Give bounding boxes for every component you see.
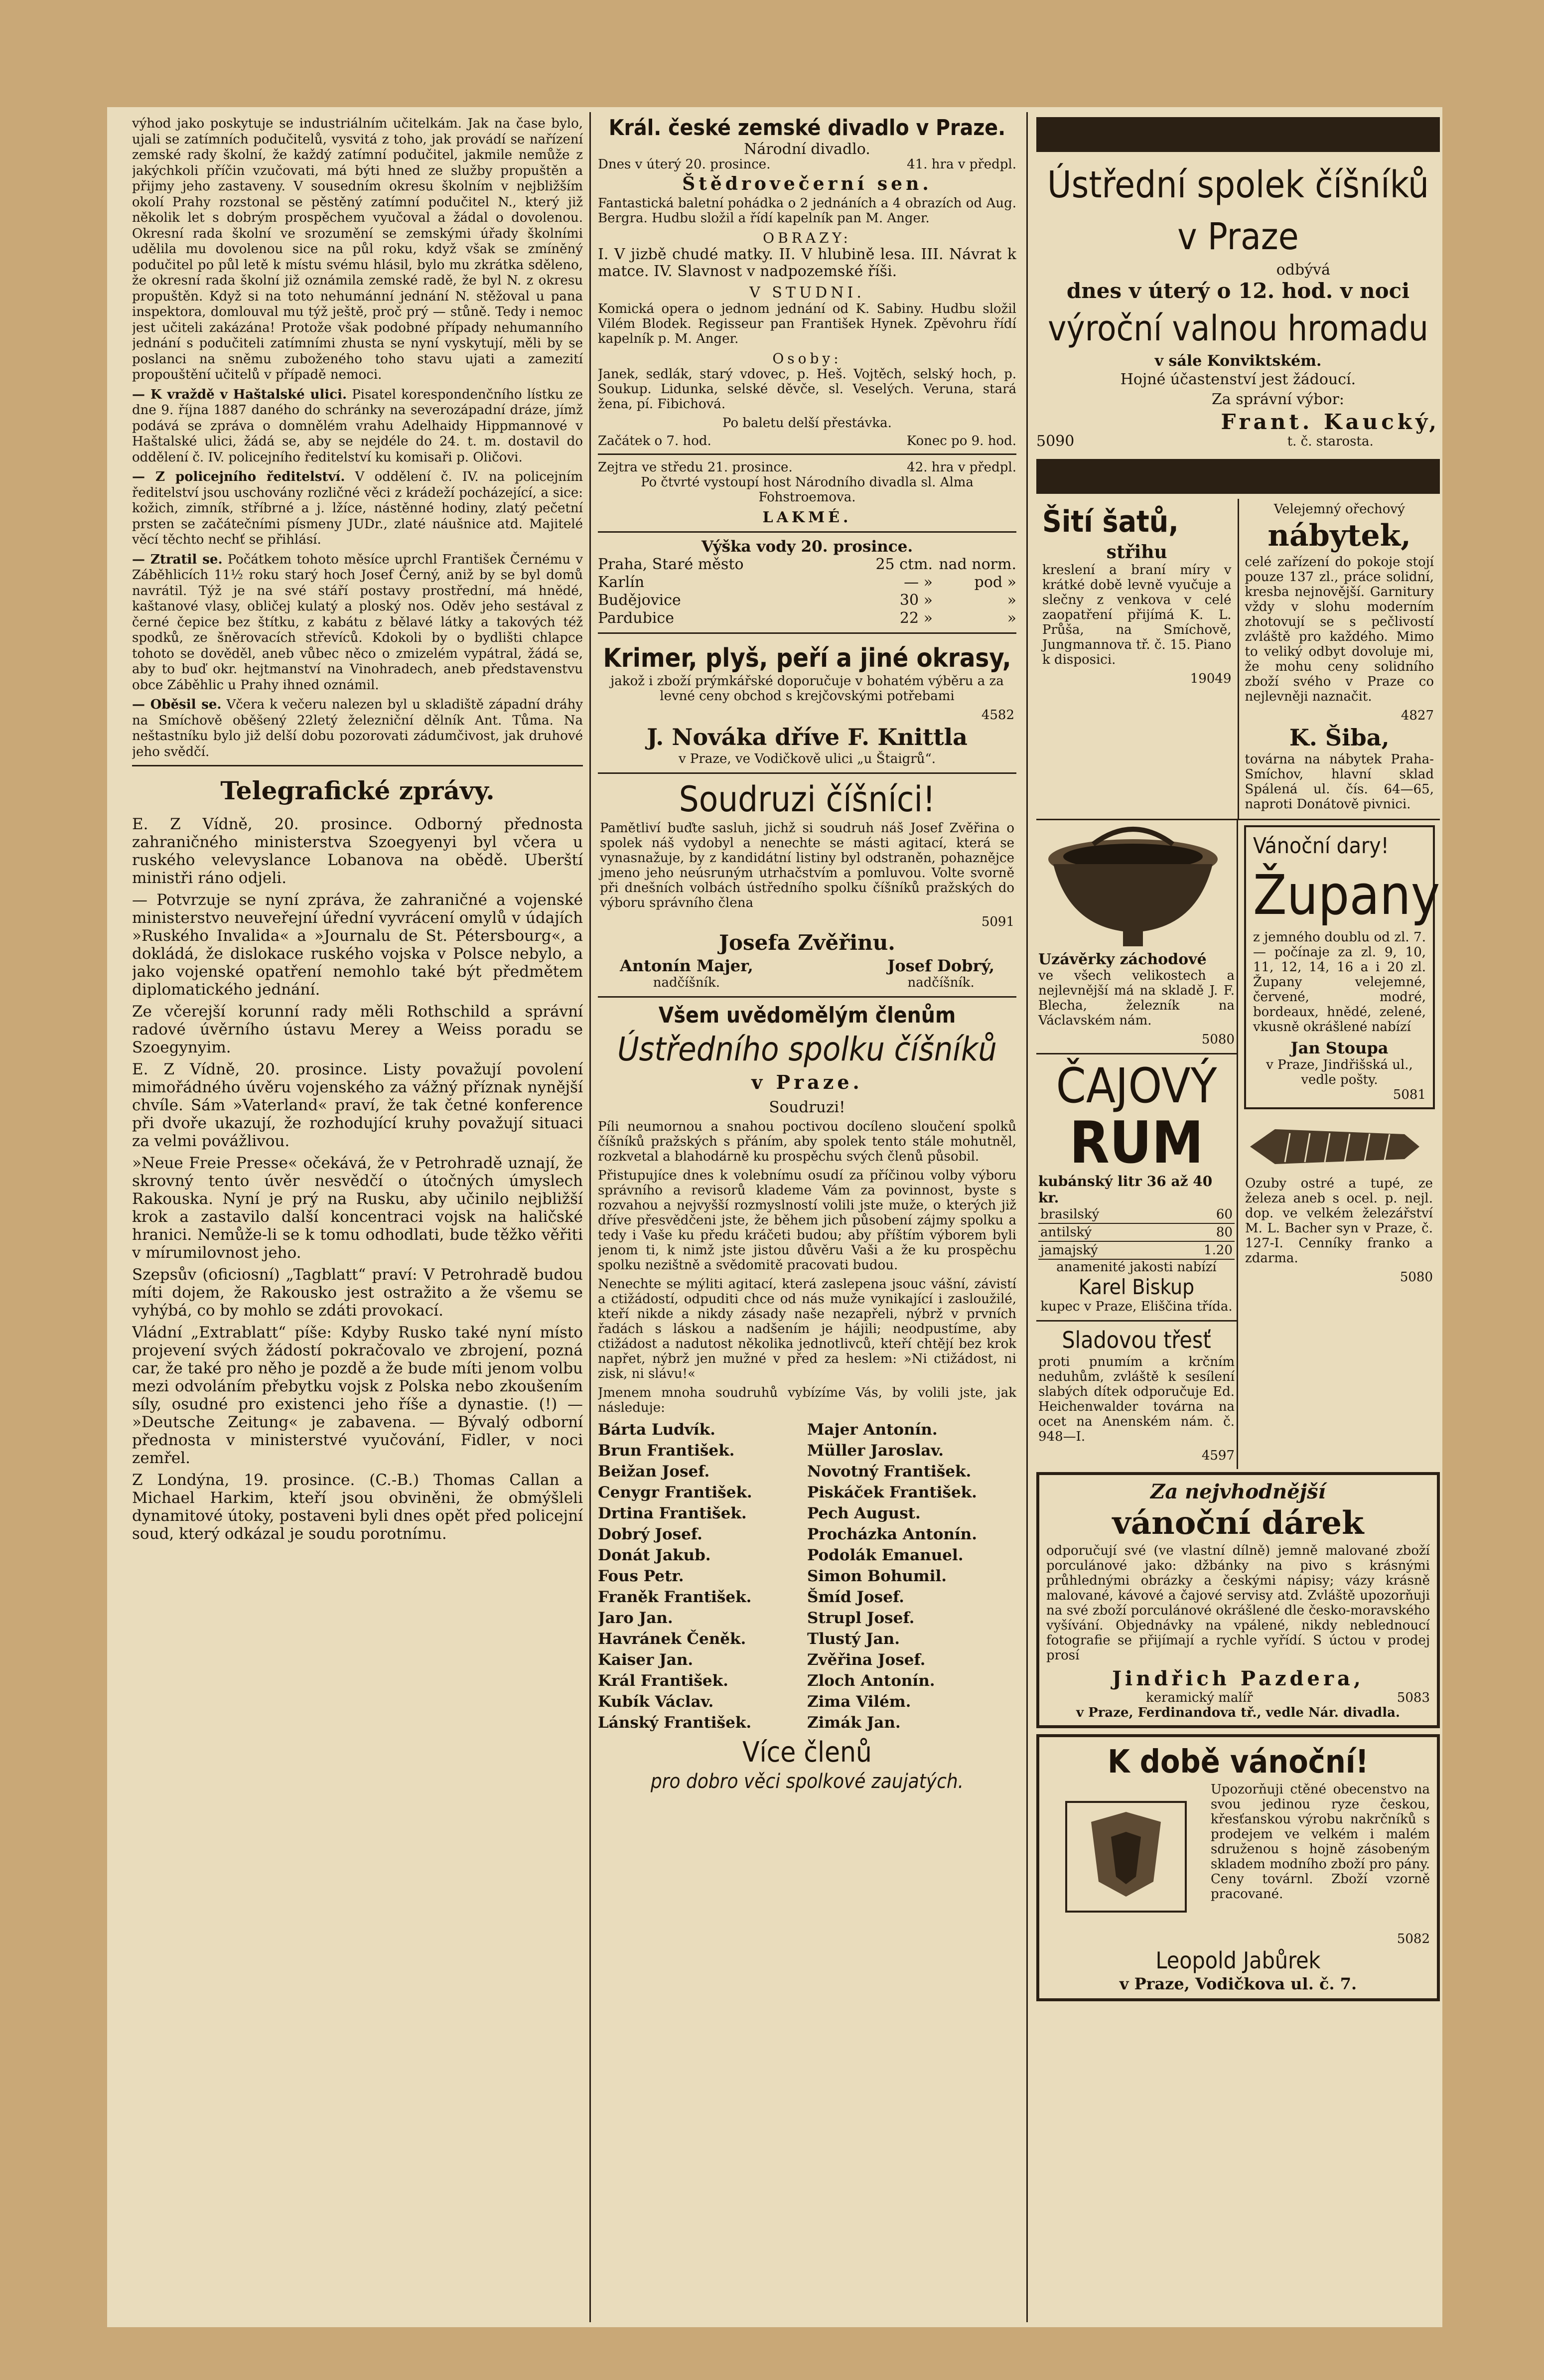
signature-2-name: Josef Dobrý, <box>887 956 994 975</box>
ad-doba <box>1036 1734 1440 2001</box>
ad-soudruzi-name: Josefa Zvěřinu. <box>719 930 895 955</box>
hall-signer <box>1221 410 1440 449</box>
candidate-name: Bárta Ludvík. <box>598 1421 715 1439</box>
candidate-name: Zloch Antonín. <box>807 1672 935 1690</box>
signature-1-name: Antonín Majer, <box>620 956 753 975</box>
water-value: 22 » <box>899 609 933 627</box>
candidate-name: Havránek Čeněk. <box>598 1630 746 1648</box>
theatre-date: Dnes v úterý 20. prosince. <box>598 157 771 172</box>
candidate-name: Simon Bohumil. <box>807 1567 947 1585</box>
divider <box>598 531 1016 533</box>
candidate-name: Fous Petr. <box>598 1567 684 1585</box>
ad-nabytek-body: celé zařízení do pokoje stojí pouze 137 zl., práce solidní, kresba nejnovější. Garnitury vždy v slohu moderním zhotovují se s pečlivostí zvláště pro každého. Mimo to veliký odbyt dovoluje mi, že mohu ceny solidního zboží svého v Praze co nejlevněji naznačit. <box>1245 555 1434 704</box>
toilet-bowl-illustration <box>1038 824 1228 949</box>
ad-doba-content <box>1046 1782 1430 1932</box>
signature-1 <box>620 956 753 990</box>
hall-signature <box>1036 410 1440 449</box>
ads-row-1 <box>1036 499 1440 820</box>
ad-soudruzi-num: 5091 <box>981 914 1014 929</box>
ad-rum-price: kubánský litr 36 až 40 kr. <box>1038 1173 1213 1206</box>
water-note: » <box>1007 592 1016 609</box>
article-policie-head: — Z policejního ředitelství. <box>132 469 345 484</box>
hall-invite: Hojné účastenství jest žádoucí. <box>1120 371 1356 388</box>
water-place: Praha, Staré město <box>598 556 744 573</box>
ad-members-banner: Všem uvědomělým členům <box>658 1003 956 1028</box>
rum-price-table <box>1038 1206 1235 1260</box>
article-policie <box>132 469 583 548</box>
ad-darek-role: keramický malíř <box>1146 1690 1253 1705</box>
candidate-name: Beižan Josef. <box>598 1463 710 1481</box>
ad-darek-headline: vánoční dárek <box>1112 1504 1364 1542</box>
candidate-name: Šmíd Josef. <box>807 1588 904 1606</box>
ad-uzaverky <box>1036 820 1237 1054</box>
ad-members-p2: Přistupujíce dnes k volebnímu osudí za příčinou volby výboru správního a revisorů klademe Vám za povinnost, byste s rozvahou a nejvyšší rozmyslností volili jste muže, o kterých již dříve přesvědčeni jste, že během jich působení zájmy spolku a tedy i Vaše ku předu kráčeti budou; aby příštím výborem byli jenom ti, k nimž jste jistou důvěru Vaši a že ku prospěchu spolku nezištně a svědomitě pracovati budou. <box>598 1168 1016 1273</box>
ad-ozuby-body: Ozuby ostré a tupé, ze železa aneb s ocel. p. nejl. dop. ve velkém železářství M. L. Bacher syn v Praze, č. 127-I. Cenníky franko a zdarma. <box>1245 1176 1433 1266</box>
theatre-play-desc: Fantastická baletní pohádka o 2 jednáních a 4 obrazích od Aug. Bergra. Hudbu složil a řídí kapelník pan M. Anger. <box>598 196 1016 226</box>
ad-doba-name: Leopold Jabůrek <box>1155 1947 1321 1974</box>
ad-krimer-address: v Praze, ve Vodičkově ulici „u Štaigrů“. <box>678 751 936 766</box>
column-news <box>132 107 583 2327</box>
hall-title: Ústřední spolek číšníků v Praze <box>1047 163 1429 258</box>
article-intro: výhod jako poskytuje se industriálním učitelkám. Jak na čase bylo, ujali se zatímních podučitelů, vysvitá z toho, jak provádí se nařízení zemské rady školní, že každý zatímní podučitel, jakmile nemůže z jakýchkoli příčin vzučovati, má býti hned ze služby propuštěn a přijmy jeho zastaveny. V sousedním okresu školním v nejbližším okolí Prahy rozstonal se pěstěný zatímní podučitel N., který již několik let s dobrým prospěchem vyučoval a žádal o dovolenou. Okresní rada školní ve srozumění se zemskými úřady školními udělila mu dovolenou sice na půl roku, když však se zmíněný podučitel po půl letě k místu svému hlásil, bylo mu zkrátka sděleno, že okresní rada školní již oznámila zemské radě, že byl N. z okresu propuštěn. Když si na toto nehumánní jednání N. stěžoval u pana inspektora, domlouval mu týž ještě, proč prý — stůně. Tedy i nemoc jest učiteli zakázána! Protože však podobné případy nehumanního jednání s podučiteli zatímními zhusta se nyní vyskytují, měli by se poslanci na sněmu zuboženého toho stavu ujati a zamezití propouštění učitelů v případě nemoci. <box>132 116 583 382</box>
candidate-name: Lánský František. <box>598 1714 752 1732</box>
theatre-times <box>598 434 1016 448</box>
ad-sladova-num: 4597 <box>1201 1448 1235 1463</box>
divider <box>132 765 583 766</box>
ad-doba-body: Upozorňuji ctěné obecenstvo na svou jedinou ryze českou, křesťanskou výrobu nakrčníků s prodejem ve velkém i malém sdruženou s hojně zásobeným skladem modního zboží pro pány. Ceny továrnl. Zboží vzorně pracované. <box>1211 1782 1430 1902</box>
ads-right-stack <box>1238 820 1440 1469</box>
candidate-name: Procházka Antonín. <box>807 1525 978 1543</box>
ad-nabytek-headline: nábytek, <box>1267 518 1411 553</box>
water-note: pod » <box>974 574 1016 591</box>
candidate-name: Novotný František. <box>807 1463 972 1481</box>
water-place: Karlín <box>598 574 645 591</box>
hall-place: v sále Konviktském. <box>1154 352 1322 370</box>
ad-darek-num: 5083 <box>1397 1690 1430 1705</box>
ad-nabytek-addr: továrna na nábytek Praha-Smíchov, hlavní sklad Spálená ul. čís. 64—65, naproti Donátově pivnici. <box>1245 752 1434 812</box>
ad-darek-name: Jindřich Pazdera, <box>1112 1667 1364 1690</box>
black-banner <box>1036 459 1440 494</box>
ad-zupany-addr: v Praze, Jindřišská ul., vedle pošty. <box>1266 1057 1413 1087</box>
article-obesil-body: Včera k večeru nalezen byl u skladiště západní dráhy na Smíchově oběšený 22letý železniční dělník Ant. Tůma. Na neštastníku bylo již delší dobu pozorovati zádumčivost, jak druhové jeho svědčí. <box>132 697 583 759</box>
ad-ozuby-num: 5080 <box>1400 1270 1433 1285</box>
ad-uzaverky-num: 5080 <box>1201 1032 1235 1047</box>
ad-soudruzi-body: Pamětliví buďte sasluh, jichž si soudruh náš Josef Zvěřina o spolek náš vydobyl a nenechte se másti agitací, která se vynasnažuje, by z kandidátní listiny byl odstraněn, pohaznějce jmeno jeho neúsruným utrhačstvím a pomluvou. Volte svorně při dnešních volbách ústředního spolku číšníků pražských do výboru správního člena <box>600 821 1014 910</box>
theatre-osoby-list: Janek, sedlák, starý vdovec, p. Heš. Vojtěch, selský hoch, p. Soukup. Lidunka, selské děvče, sl. Veselých. Veruna, stará žena, pí. Fibichová. <box>598 367 1016 412</box>
hall-odbyva: odbývá <box>1276 261 1330 279</box>
theatre-guest: Po čtvrté vystoupí host Národního divadla sl. Alma Fohstroemova. <box>641 475 974 505</box>
ad-members-p1: Píli neumornou a snahou poctivou docíleno sloučení spolků číšníků pražských s přáním, aby spolek tento stále mohutněl, rozkvetal a blahodárně ku prospěchu svých členů působil. <box>598 1119 1016 1164</box>
candidate-name: Donát Jakub. <box>598 1546 711 1564</box>
ad-krimer <box>598 639 1016 774</box>
article-obesil <box>132 697 583 760</box>
theatre-subtitle: Národní divadlo. <box>744 141 870 158</box>
ad-nabytek-top: Velejemný ořechový <box>1273 502 1405 517</box>
ad-soudruzi-headline: Soudruzi číšníci! <box>679 779 936 820</box>
theatre-intermission: Po baletu delší přestávka. <box>722 416 892 431</box>
rum-row <box>1038 1241 1235 1259</box>
theatre-tomorrow: Zejtra ve středu 21. prosince. <box>598 460 793 475</box>
ad-sladova-body: proti pnumím a krčním neduhům, zvláště k sesílení slabých dítek odporučuje Ed. Heichenwalder továrna na ocet na Anenském nám. č. 948—I. <box>1038 1354 1235 1444</box>
ad-siti-headline: Šití šatů, <box>1042 504 1179 539</box>
candidate-name: Drtina František. <box>598 1504 747 1522</box>
ad-doba-addr: v Praze, Vodičkova ul. č. 7. <box>1119 1974 1357 1993</box>
theatre-osoby-head: Osoby: <box>772 350 842 367</box>
ad-doba-headline: K době vánoční! <box>1108 1744 1369 1781</box>
ad-rum-cajovy: ČAJOVÝ <box>1056 1058 1217 1114</box>
ad-rum-name: Karel Biskup <box>1078 1275 1195 1299</box>
theatre-lakme: LAKMÉ. <box>762 509 852 526</box>
ad-zupany-top: Vánoční dary! <box>1253 833 1389 859</box>
theatre-title: Král. české zemské divadlo v Praze. <box>608 115 1006 141</box>
rum-price: 60 <box>1167 1206 1235 1223</box>
signature-2-role: nadčíšník. <box>907 975 975 990</box>
rum-row <box>1038 1206 1235 1223</box>
rum-name: antilský <box>1038 1223 1167 1241</box>
water-table <box>598 556 1016 627</box>
theatre-performance-no: 41. hra v předpl. <box>907 157 1016 172</box>
column-ads <box>1036 107 1440 2327</box>
water-value: 25 ctm. <box>875 556 933 573</box>
ad-zupany-body: z jemného doublu od zl. 7.— počínaje za zl. 9, 10, 11, 12, 14, 16 a i 20 zl. Župany velejemné, červené, modré, bordeaux, hnědé, zelené, vkusně okrášlené nabízí <box>1253 930 1426 1035</box>
ad-members-greeting: Soudruzi! <box>769 1098 845 1116</box>
telegrams-title: Telegrafické zprávy. <box>220 776 495 805</box>
article-vrazde <box>132 387 583 466</box>
ad-nabytek-num: 4827 <box>1401 708 1434 723</box>
article-vrazde-head: — K vraždě v Haštalské ulici. <box>132 387 347 402</box>
telegram-7: Vládní „Extrablatt“ píše: Kdyby Rusko také nyní místo projevení svých žádostí pokračovalo ve zbrojení, pozná car, že také pro něho je pozdě a že bude míti jenom volbu mezi odvoláním přebytku vojsk z Polska nebo zkoušením síly, osudné pro existenci jeho říše a dynastie. (!) — »Deutsche Zeitung« je zabavena. — Bývalý odborní přednosta v ministerstvé vyučování, Fidler, v noci zemřel. <box>132 1324 583 1467</box>
ad-uzaverky-body: ve všech velikostech a nejlevnější má na skladě J. F. Blecha, železník na Václavském nám. <box>1038 968 1235 1028</box>
divider <box>598 453 1016 455</box>
ad-darek <box>1036 1472 1440 1728</box>
ad-members-headline: Ústředního spolku číšníků <box>617 1030 997 1068</box>
candidate-name: Majer Antonín. <box>807 1421 938 1439</box>
column-rule <box>1026 112 1028 2322</box>
theatre-start: Začátek o 7. hod. <box>598 434 711 448</box>
water-title: Výška vody 20. prosince. <box>701 538 913 556</box>
hall-board: Za správní výbor: <box>1211 391 1345 408</box>
water-place: Pardubice <box>598 609 674 627</box>
ad-siti-body: kreslení a braní míry v krátké době levně vyučuje a slečny z venkova v celé zaopatření přijímá K. L. Průša, na Smíchově, Jungmannova tř. č. 15. Piano k disposici. <box>1042 563 1232 667</box>
candidate-list <box>598 1419 1016 1733</box>
ad-darek-top: Za nejvhodnější <box>1150 1480 1326 1503</box>
candidate-name: Podolák Emanuel. <box>807 1546 964 1564</box>
candidate-name: Zima Vilém. <box>807 1693 911 1711</box>
water-row <box>598 609 1016 627</box>
candidate-name: Jaro Jan. <box>598 1609 673 1627</box>
rum-price: 1.20 <box>1167 1241 1235 1259</box>
rum-row <box>1038 1223 1235 1241</box>
ad-doba-num: 5082 <box>1397 1932 1430 1946</box>
telegram-2: — Potvrzuje se nyní zpráva, že zahraničné a vojenské ministerstvo neuveřejní úřední vyvrácení omylů v údajích »Ruského Invalida« a »Journalu de St. Pétersbourg«, a dokládá, že dislokace ruského vojska v Polsce nebylo, a jako vojenské opatření nemohlo také být předmětem diplomatického jednání. <box>132 891 583 999</box>
hall-num: 5090 <box>1036 433 1075 450</box>
ad-sladova-headline: Sladovou třesť <box>1062 1327 1211 1353</box>
signature-2 <box>887 956 994 990</box>
ad-siti-sub: střihu <box>1106 542 1167 563</box>
water-note: nad norm. <box>939 556 1016 573</box>
ad-members-p4: Jmenem mnoha soudruhů vybízíme Vás, by volili jste, jak následuje: <box>598 1385 1016 1415</box>
article-vrazde-body: Pisatel korespondenčního lístku ze dne 9. října 1887 daného do schránky na severozápadní dráze, jímž podává se zpráva o domnělém vrahu Adelhaidy Hippmannové v Haštalské ulici, žádá se, aby se nejdéle do 24. t. m. dostavil do oddělení č. IV. policejního ředitelství ku komisaři p. Oličovi. <box>132 387 583 465</box>
column-rule <box>589 112 591 2322</box>
article-ztratil-head: — Ztratil se. <box>132 552 223 567</box>
candidate-name: Piskáček František. <box>807 1484 977 1501</box>
candidate-name: Kaiser Jan. <box>598 1651 694 1669</box>
theatre-play-title: Štědrovečerní sen. <box>682 173 932 194</box>
candidate-name: Zvěřina Josef. <box>807 1651 926 1669</box>
candidate-name: Strupl Josef. <box>807 1609 915 1627</box>
ad-nabytek <box>1239 499 1440 819</box>
hall-headline: výroční valnou hromadu <box>1048 308 1428 349</box>
candidate-name: Cenygr František. <box>598 1484 752 1501</box>
water-row <box>598 556 1016 574</box>
theatre-obrazy-head: OBRAZY: <box>763 230 851 246</box>
ad-zupany-headline: Župany <box>1253 863 1440 927</box>
ad-members <box>598 998 1016 1794</box>
ad-darek-role-row <box>1046 1690 1430 1705</box>
ad-rum-addr: kupec v Praze, Eliščina třída. <box>1040 1299 1233 1314</box>
ad-rum-quality: anamenité jakosti nabízí <box>1056 1260 1217 1275</box>
ad-ozuby <box>1238 1114 1440 1290</box>
black-banner <box>1036 117 1440 152</box>
ads-row-2 <box>1036 820 1440 1469</box>
candidate-name: Tlustý Jan. <box>807 1630 900 1648</box>
signature-1-role: nadčíšník. <box>653 975 720 990</box>
ad-krimer-num: 4582 <box>981 708 1014 723</box>
candidate-name: Pech August. <box>807 1504 921 1522</box>
ad-members-footer2: pro dobro věci spolkové zaujatých. <box>650 1770 964 1793</box>
theatre-tomorrow-row <box>598 460 1016 475</box>
rum-name: jamajský <box>1038 1241 1167 1259</box>
telegram-5: »Neue Freie Presse« očekává, že v Petrohradě uznají, že skrovný tento úvěr nesvědčí o útočných úmyslech Rakouska. Nyní je prý na Rusku, aby učinilo nejbližší krok a zastavilo další koncentraci vojsk na haličské hranici. Nemůže-li se k tomu odhodlati, bude těžko věřiti v mírumilovnost jeho. <box>132 1154 583 1262</box>
theatre-date-row <box>598 157 1016 172</box>
rasp-file-illustration <box>1245 1119 1424 1174</box>
water-row <box>598 592 1016 609</box>
ad-krimer-body: jakož i zboží prýmkářské doporučuje v bohatém výběru a za levné ceny obchod s krejčovskými potřebami <box>610 674 1004 704</box>
ad-sladova <box>1036 1322 1237 1469</box>
ad-rum <box>1036 1054 1237 1322</box>
ad-uzaverky-title: Uzávěrky záchodové <box>1038 951 1207 968</box>
theatre-studni-head: V STUDNI. <box>749 284 865 301</box>
water-value: — » <box>904 574 933 591</box>
ad-darek-body: odporučují své (ve vlastní dílně) jemně malované zboží porculánové jako: džbánky na pivo s krásnými průhlednými obrázky a českými nápisy; vázy krásně malované, kávové a čajové servisy atd. Zvláště upozorňuji na své zboží porculánové okrášlené dle česko-moravského vyšívání. Objednávky na vpálené, nikdy neblednoucí fotografie se přijímají a rychle vyřídí. S úctou v prodej prosí <box>1046 1543 1430 1663</box>
candidate-name: Müller Jaroslav. <box>807 1442 944 1460</box>
article-ztratil-body: Počátkem tohoto měsíce uprchl František Černému v Záběhlicích 11½ roku starý hoch Josef Černý, aniž by se byl domů navrátil. Týž je na své stáří postavy prostřední, má hnědé, kaštanové vlasy, obličej kulatý a ploský nos. Oděv jeho sestával z černé čepice bez štítku, z kabátu z bělavé látky a takových též spodků, ze šněrovacích střevíců. Kdokoli by o bydlišti chlapce tohoto se dověděl, aneb vůbec něco o zmizelém vypátral, žádá se, aby to buď okr. hejtmanství na Vinohradech, aneb představenstvu obce Záběhlic u Prahy ihned oznámil. <box>132 552 583 693</box>
theatre-obrazy-list: I. V jizbě chudé matky. II. V hlubině lesa. III. Návrat k matce. IV. Slavnost v nadpozemské říši. <box>598 246 1016 280</box>
telegram-6: Szepsův (oficiosní) „Tagblatt“ praví: V Petrohradě budou míti dojem, že Rakousko jest ostražito a že všemu se vyhýbá, co by mohlo se zdáti provokací. <box>132 1266 583 1320</box>
rum-price: 80 <box>1167 1223 1235 1241</box>
divider <box>598 632 1016 634</box>
collar-illustration <box>1046 1782 1206 1932</box>
telegram-3: Ze včerejší korunní rady měli Rothschild a správní radové úvěrního ústavu Merey a Weiss poradu se Szoegynyim. <box>132 1003 583 1056</box>
column-middle <box>598 107 1016 2327</box>
article-ztratil <box>132 552 583 694</box>
water-row <box>598 574 1016 592</box>
candidate-name: Dobrý Josef. <box>598 1525 702 1543</box>
candidate-name: Kubík Václav. <box>598 1693 714 1711</box>
newspaper-page <box>107 107 1442 2327</box>
candidate-name: Brun František. <box>598 1442 735 1460</box>
candidate-name: Zimák Jan. <box>807 1714 901 1732</box>
telegram-4: E. Z Vídně, 20. prosince. Listy považují povolení mimořádného úvěru vojenského za vážný příznak nynější chvíle. Sám »Vaterland« praví, že tak četné konference při dvoře ukazují, že rozhodující kruhy považují situaci za velmi povážlivou. <box>132 1060 583 1150</box>
ad-soudruzi-signatures <box>600 956 1014 990</box>
ad-krimer-shop: J. Nováka dříve F. Knittla <box>647 724 968 750</box>
ad-siti <box>1036 499 1239 819</box>
hall-name: Frant. Kaucký, <box>1221 410 1440 434</box>
candidate-name: Král František. <box>598 1672 728 1690</box>
ad-members-place: v Praze. <box>751 1071 863 1093</box>
hall-role: t. č. starosta. <box>1287 434 1374 449</box>
candidate-name: Franěk František. <box>598 1588 752 1606</box>
rum-name: brasilský <box>1038 1206 1167 1223</box>
hall-date: dnes v úterý o 12. hod. v noci <box>1066 279 1410 303</box>
water-place: Budějovice <box>598 592 681 609</box>
ads-left-stack <box>1036 820 1238 1469</box>
ad-darek-addr: v Praze, Ferdinandova tř., vedle Nár. divadla. <box>1076 1705 1400 1720</box>
ad-krimer-headline: Krimer, plyš, peří a jiné okrasy, <box>603 643 1011 673</box>
article-obesil-head: — Oběsil se. <box>132 697 222 712</box>
article-policie-body: V oddělení č. IV. na policejním ředitelství jsou uschovány rozličné věci z krádeží pocházející, a sice: kožich, zimník, stříbrné a j. lžíce, nástěnné hodiny, zlatý pečetní prsten se začátečními písmeny JUDr., zlaté náušnice atd. Majitelé věcí těchto nechť se přihlásí. <box>132 469 583 547</box>
ad-zupany-name: Jan Stoupa <box>1290 1039 1389 1057</box>
water-value: 30 » <box>899 592 933 609</box>
ad-nabytek-name: K. Šiba, <box>1289 724 1390 751</box>
ad-zupany <box>1244 825 1440 1109</box>
ad-soudruzi <box>598 774 1016 998</box>
ad-members-p3: Nenechte se mýliti agitací, která zaslepena jsouc vášní, závistí a ctižádostí, odpuditi chce od nás muže vynikající i zasloužilé, kteří nikde a nikdy zásady naše nezapřeli, nýbrž v prvních řadách s láskou a nadšením je hájili; neodpustíme, aby ctižádost a nadutost několika jednotlivců, kteří chtějí bez krok napřet, nýbrž jen mužné v před za heslem: »Ni ctižádost, ni zisk, ni slávu!« <box>598 1277 1016 1381</box>
ad-zupany-num: 5081 <box>1393 1087 1426 1102</box>
theatre-studni-desc: Komická opera o jednom jednání od K. Sabiny. Hudbu složil Vilém Blodek. Regisseur pan František Hynek. Zpěvohru řídí kapelník p. M. Anger. <box>598 301 1016 346</box>
ad-rum-rum: RUM <box>1069 1109 1204 1177</box>
telegram-8: Z Londýna, 19. prosince. (C.-B.) Thomas Callan a Michael Harkim, kteří jsou obviněni, že obmýšleli dynamitové útoky, postaveni byli dnes opět před policejní soud, který odkázal je soudu porotnímu. <box>132 1471 583 1543</box>
theatre-tomorrow-no: 42. hra v předpl. <box>907 460 1016 475</box>
ad-siti-num: 19049 <box>1190 671 1232 686</box>
ad-members-footer1: Více členů <box>742 1736 872 1769</box>
telegram-1: E. Z Vídně, 20. prosince. Odborný přednosta zahraničného ministerstva Szoegyenyi byl včera u ruského velevyslance Lobanova na obědě. Uberští ministři ráno odjeli. <box>132 815 583 887</box>
theatre-end: Konec po 9. hod. <box>906 434 1016 448</box>
water-note: » <box>1007 609 1016 627</box>
